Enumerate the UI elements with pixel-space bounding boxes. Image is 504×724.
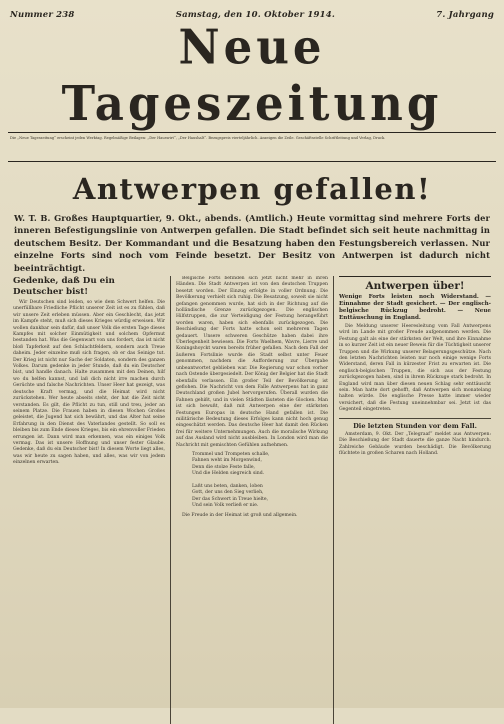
poem-line: Fahnen weht im Morgenwind,	[192, 458, 262, 464]
column-right-subheading: Wenige Forts leisten noch Widerstand. — Einnahme der Stadt gesichert. — Der englisch-belgische Rückzug bedroht. — Neue Enttäuschung in England.	[339, 294, 491, 321]
poem-line: Und sein Volk verließ er nie.	[192, 503, 259, 509]
main-headline: Antwerpen gefallen!	[72, 172, 432, 206]
column-left	[8, 276, 171, 724]
masthead-fineprint: Die „Neue Tageszeitung“ erscheint jeden Werktag. Regelmäßige Beilagen: „Der Hauswirt“, „Der Haushalt“. Bezugspreis vierteljährlich. Anzeigen die Zeile. Geschäftsstelle Schriftleitung und Verlag, Druck.	[10, 136, 386, 140]
column-right	[334, 276, 496, 724]
column-left-text: Wir Deutschen sind leiden, so wie dem Schwert helfen. Die unerfüllbare Friedliche Pflicht unserer Zeit ist es zu fühlen, daß wir unsere Zeit erleben müssen. Aber ein Geschlecht, das jetzt im Kampfe steht, muß sich dieses Krieges würdig erweisen. Wir wollen dankbar sein dafür, daß unser Volk die ersten Tage dieses Kampfes mit solcher Einmütigkeit und solchem Opfermut bestanden hat. Was die Gegenwart von uns fordert, das ist nicht bloß Tapferkeit auf den Schlachtfeldern, sondern auch Treue daheim. Jeder einzelne muß sich fragen, ob er das Seinige tut. Der Krieg ist nicht nur Sache der Soldaten, sondern des ganzen Volkes. Darum gedenke in jeder Stunde, daß du ein Deutscher bist, und handle danach. Halte zusammen mit den Deinen, hilf wo du helfen kannst, und laß dich nicht irre machen durch Gerüchte und falsche Nachrichten. Unser Heer hat gezeigt, was deutsche Kraft vermag, und die Heimat wird nicht zurückstehen. Wer heute abseits steht, der hat die Zeit nicht verstanden. Es gilt, die Pflicht zu tun, still und treu, jeder an seinem Platze. Die Frauen haben in diesen Wochen Großes geleistet, die Jugend hat sich bewährt, und das Alter hat seine Erfahrung in den Dienst des Vaterlandes gestellt. So soll es bleiben bis zum Ende dieses Krieges, bis ein ehrenvoller Frieden errungen ist. Dann wird man erkennen, was ein einiges Volk vermag. Das ist unsere Hoffnung und unser fester Glaube. Gedenke, daß du ein Deutscher bist! In diesem Worte liegt alles, was wir heute zu sagen haben, und alles, was wir von jedem einzelnen erwarten.	[13, 300, 165, 466]
column-right-heading: Antwerpen über!	[339, 276, 491, 292]
poem-line: Und die Helden siegreich sind.	[192, 471, 265, 477]
column-right-text: Die Meldung unserer Heeresleitung vom Fall Antwerpens wird im Lande mit großer Freude aufgenommen werden. Die Festung galt als eine der stärksten der Welt, und ihre Einnahme in so kurzer Zeit ist ein neuer Beweis für die Tüchtigkeit unserer Truppen und die Wirkung unserer Belagerungsgeschütze. Nach den letzten Nachrichten leisten nur noch einige wenige Forts Widerstand, deren Fall in kürzester Frist zu erwarten ist. Die englisch-belgischen Truppen, die sich aus der Festung zurückgezogen haben, sind in ihrem Rückzuge stark bedroht. In England wird man über diesen neuen Schlag sehr enttäuscht sein. Man hatte dort gehofft, daß Antwerpen sich monatelang halten würde. Die englische Presse hatte immer wieder versichert, daß die Festung uneinnehmbar sei. Jetzt ist das Gegenteil eingetreten.	[339, 324, 491, 413]
issue-number: Nummer 238	[10, 10, 75, 20]
poem	[176, 452, 328, 510]
poem-line: Denn die stolze Feste falle,	[192, 464, 255, 470]
poem-line: Laßt uns beten, danken, loben	[192, 484, 263, 489]
poem-line: Der das Schwert in Treue hielte,	[192, 496, 269, 502]
column-right-subhead: Die letzten Stunden vor dem Fall.	[353, 421, 477, 430]
column-right-text-2: Amsterdam, 9. Okt. Der „Telegraaf“ meldet aus Antwerpen: Die Beschießung der Stadt dauerte die ganze Nacht hindurch. Zahlreiche Gebäude wurden beschädigt. Die Bevölkerung flüchtete in großen Scharen nach Holland.	[339, 431, 491, 456]
volume-label: 7. Jahrgang	[436, 10, 494, 20]
poem-line: Gott, der uns den Sieg verlieh,	[192, 490, 264, 496]
column-middle	[171, 276, 334, 724]
article-columns	[8, 276, 496, 724]
newspaper-title: Neue Tageszeitung	[61, 19, 443, 132]
column-right-divider	[339, 418, 491, 419]
issue-date: Samstag, den 10. Oktober 1914.	[175, 10, 335, 20]
column-middle-text: Belgische Forts befinden sich jetzt nicht mehr in ihren Händen. Die Stadt Antwerpen ist von den deutschen Truppen besetzt worden. Der Einzug erfolgte in voller Ordnung. Die Bevölkerung verhielt sich ruhig. Die Besatzung, soweit sie nicht gefangen genommen wurde, hat sich in der Richtung auf die holländische Grenze zurückgezogen. Die englischen Hilfstruppen, die zur Verteidigung der Festung herangeführt worden waren, haben sich ebenfalls zurückgezogen. Die Beschießung der Forts hatte schon seit mehreren Tagen gedauert. Unsere schweren Geschütze haben dabei ihre Überlegenheit bewiesen. Die Forts Waelhem, Wavre, Lierre und Koningshoyckt waren bereits früher gefallen. Nach dem Fall der äußeren Fortslinie wurde die Stadt selbst unter Feuer genommen, nachdem die Aufforderung zur Übergabe unbeantwortet geblieben war. Die Regierung war schon vorher nach Ostende übergesiedelt. Der König der Belgier hat die Stadt ebenfalls verlassen. Ein großer Teil der Bevölkerung ist geflohen. Die Nachricht von dem Falle Antwerpens hat in ganz Deutschland großen Jubel hervorgerufen. Überall wurden die Fahnen gehißt, und in vielen Städten läuteten die Glocken. Man ist sich bewußt, daß mit Antwerpen eine der stärksten Festungen Europas in deutsche Hand gefallen ist. Die militärische Bedeutung dieses Erfolges kann nicht hoch genug eingeschätzt werden. Das deutsche Heer hat damit den Rücken frei für weitere Unternehmungen. Auch die moralische Wirkung auf das Ausland wird nicht ausbleiben. In London wird man die Nachricht mit gemischten Gefühlen aufnehmen.	[176, 276, 328, 448]
poem-line: Trommel und Trompeten schalle,	[192, 451, 270, 457]
column-left-heading: Gedenke, daß Du ein Deutscher bist!	[13, 276, 115, 297]
column-middle-text-end: Die Freude in der Heimat ist groß und allgemein.	[182, 512, 298, 518]
lead-paragraph: W. T. B. Großes Hauptquartier, 9. Okt., abends. (Amtlich.) Heute vormittag sind mehrere Forts der inneren Befestigungslinie von Antwerpen gefallen. Die Stadt befindet sich seit heute nachmittag in deutschem Besitz. Der Kommandant und die Besatzung haben den Festungsbereich verlassen. Nur einzelne Forts sind noch vom Feinde besetzt. Der Besitz von Antwerpen ist dadurch nicht beeinträchtigt.	[14, 213, 490, 273]
masthead-rule-bottom	[8, 161, 496, 162]
